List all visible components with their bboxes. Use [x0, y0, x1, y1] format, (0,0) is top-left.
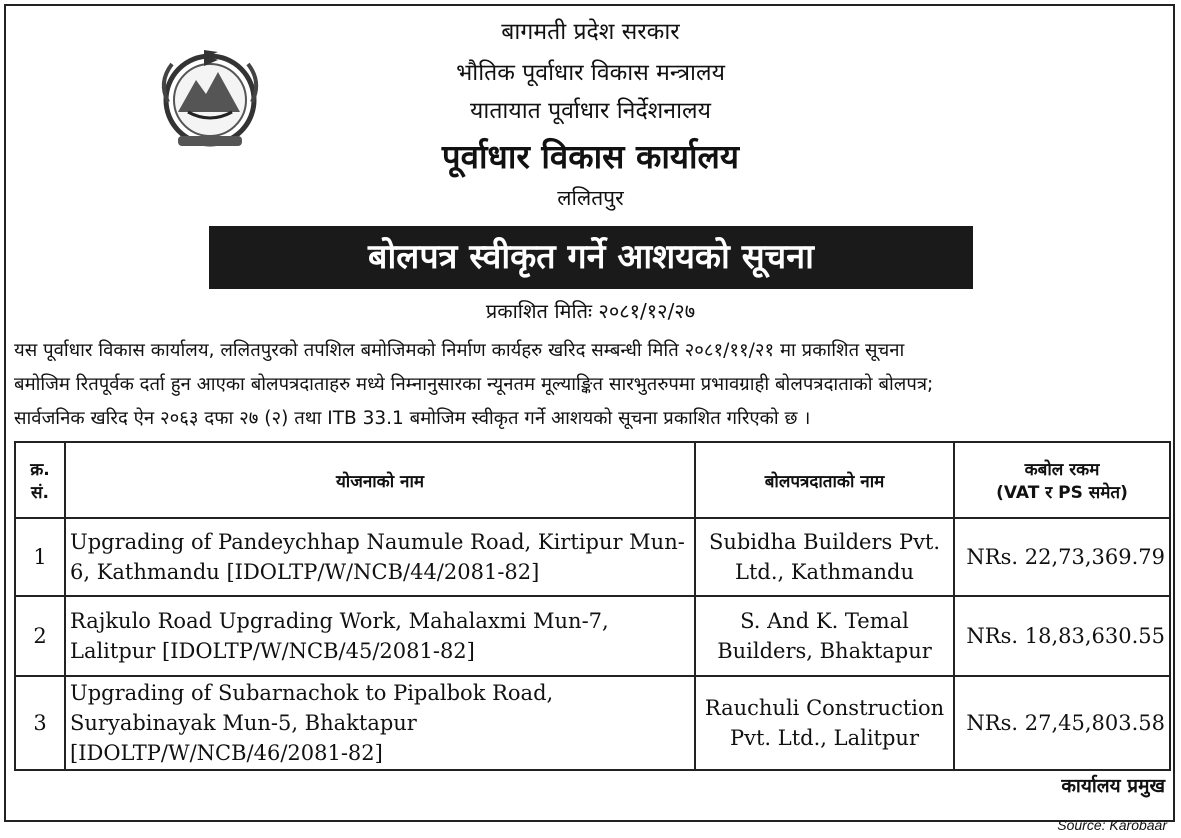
- table-row: [15, 596, 1170, 676]
- row-bidder: S. And K. Temal Builders, Bhaktapur: [695, 596, 954, 676]
- table-row: [15, 676, 1170, 770]
- district-name: ललितपुर: [557, 186, 624, 210]
- row-amount: NRs. 27,45,803.58: [954, 676, 1170, 770]
- row-bidder: Rauchuli Construction Pvt. Ltd., Lalitpur: [695, 676, 954, 770]
- table-row: [15, 518, 1170, 596]
- notice-body: [14, 334, 1172, 436]
- row-sn: 1: [15, 518, 65, 596]
- notice-body-line: यस पूर्वाधार विकास कार्यालय, ललितपुरको तपशिल बमोजिमको निर्माण कार्यहरु खरिद सम्बन्धी मिति २०८१/११/२१ मा प्रकाशित सूचना: [14, 340, 905, 361]
- amount-header-line2: (VAT र PS समेत): [996, 483, 1128, 503]
- published-date: प्रकाशित मितिः २०८१/१२/२७: [485, 299, 696, 323]
- government-name: बागमती प्रदेश सरकार: [501, 19, 680, 45]
- office-chief-signature: कार्यालय प्रमुख: [1061, 775, 1165, 797]
- row-bidder: Subidha Builders Pvt. Ltd., Kathmandu: [695, 518, 954, 596]
- notice-title-banner: बोलपत्र स्वीकृत गर्ने आशयको सूचना: [209, 226, 973, 289]
- amount-header-line1: कबोल रकम: [1024, 460, 1100, 480]
- table-header-row: [15, 442, 1170, 518]
- sn-header-line1: क्र.: [30, 460, 50, 480]
- row-amount: NRs. 22,73,369.79: [954, 518, 1170, 596]
- bids-table: [14, 441, 1171, 771]
- row-project: Rajkulo Road Upgrading Work, Mahalaxmi Mun-7, Lalitpur [IDOLTP/W/NCB/45/2081-82]: [65, 596, 695, 676]
- column-header-project: योजनाको नाम: [65, 442, 695, 518]
- column-header-sn: [15, 442, 65, 518]
- row-sn: 3: [15, 676, 65, 770]
- ministry-name: भौतिक पूर्वाधार विकास मन्त्रालय: [456, 60, 725, 86]
- row-project: Upgrading of Pandeychhap Naumule Road, Kirtipur Mun-6, Kathmandu [IDOLTP/W/NCB/44/2081-82]: [65, 518, 695, 596]
- row-sn: 2: [15, 596, 65, 676]
- source-credit: Source: Karobaar: [1057, 817, 1167, 833]
- row-project: Upgrading of Subarnachok to Pipalbok Road, Suryabinayak Mun-5, Bhaktapur [IDOLTP/W/NCB/46/2081-82]: [65, 676, 695, 770]
- notice-body-line: सार्वजनिक खरिद ऐन २०६३ दफा २७ (२) तथा ITB 33.1 बमोजिम स्वीकृत गर्ने आशयको सूचना प्रकाशित गरिएको छ ।: [14, 408, 811, 429]
- office-name: पूर्वाधार विकास कार्यालय: [441, 137, 740, 176]
- directorate-name: यातायात पूर्वाधार निर्देशनालय: [470, 98, 711, 124]
- notice-body-line: बमोजिम रितपूर्वक दर्ता हुन आएका बोलपत्रदाताहरु मध्ये निम्नानुसारका न्यूनतम मूल्याङ्कित सारभुतरुपमा प्रभावग्राही बोलपत्रदाताको बोलपत्र;: [14, 374, 934, 395]
- row-amount: NRs. 18,83,630.55: [954, 596, 1170, 676]
- column-header-bidder: बोलपत्रदाताको नाम: [695, 442, 954, 518]
- column-header-amount: [954, 442, 1170, 518]
- sn-header-line2: सं.: [31, 483, 49, 503]
